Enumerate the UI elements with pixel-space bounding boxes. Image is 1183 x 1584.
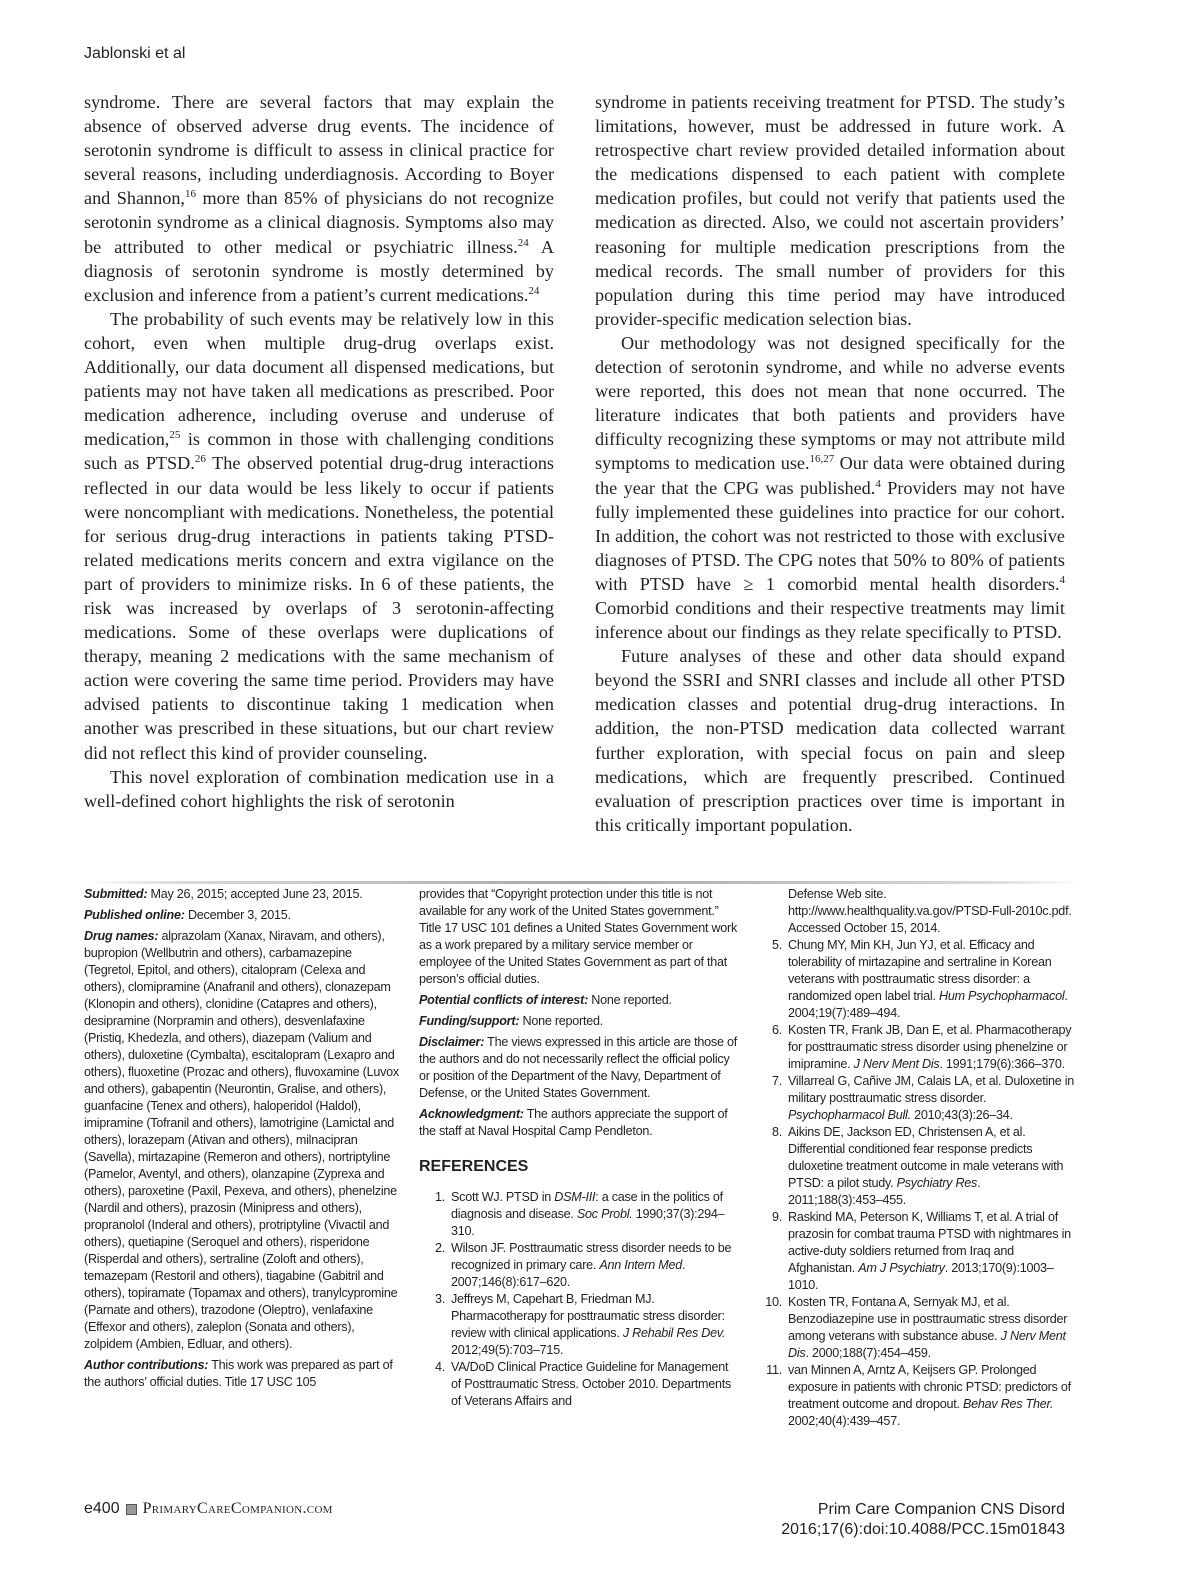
reference-number: 8. xyxy=(771,1125,782,1139)
citation-superscript: 24 xyxy=(517,236,529,249)
citation-doi: 2016;17(6):doi:10.4088/PCC.15m01843 xyxy=(781,1521,1065,1538)
reference-list-part-1 xyxy=(419,1189,739,1410)
reference-item xyxy=(756,1294,1076,1362)
reference-text: Wilson JF. Posttraumatic stress disorder needs to be recognized in primary care. Ann Intern Med. 2007;146(8):617–620. xyxy=(451,1241,732,1289)
reference-number: 4. xyxy=(434,1360,445,1374)
funding-note: Funding/support: None reported. xyxy=(419,1014,603,1028)
reference-item xyxy=(419,1291,739,1359)
reference-number: 3. xyxy=(434,1292,445,1306)
reference-text: Raskind MA, Peterson K, Williams T, et al. A trial of prazosin for combat trauma PTSD with nightmares in active-duty soldiers returned from Iraq and Afghanistan. Am J Psychiatry. 2013;170(9):1003–1010. xyxy=(788,1210,1071,1292)
reference-number: 1. xyxy=(434,1190,445,1204)
notes-column-2 xyxy=(419,886,739,1410)
reference-number: 5. xyxy=(771,938,782,952)
published-note: Published online: December 3, 2015. xyxy=(84,908,291,922)
journal-name: Prim Care Companion CNS Disord xyxy=(817,1501,1065,1518)
reference-item xyxy=(756,1209,1076,1294)
references-heading: REFERENCES xyxy=(419,1158,529,1175)
reference-item xyxy=(419,1240,739,1291)
body-paragraph: syndrome in patients receiving treatment for PTSD. The study’s limitations, however, must be addressed in future work. A retrospective chart review provided detailed information about the medications dispensed to each patient with complete medication profiles, but could not verify that patients used the medication as directed. Also, we could not ascertain providers’ reasoning for multiple medication prescriptions from the medical records. The small number of providers for this population during this time period may have introduced provider-specific medication selection bias. xyxy=(595,92,1065,329)
reference-item xyxy=(756,1073,1076,1124)
reference-text: VA/DoD Clinical Practice Guideline for Management of Posttraumatic Stress. October 2010. Departments of Veterans Affairs and xyxy=(451,1360,732,1408)
reference-item xyxy=(419,1189,739,1240)
footer-left xyxy=(84,1500,333,1518)
body-column-left xyxy=(84,90,554,813)
body-paragraph: syndrome. There are several factors that may explain the absence of observed adverse drug events. The incidence of serotonin syndrome is difficult to assess in clinical practice for several reasons, including underdiagnosis. According to Boyer and Shannon,$^{16}$ more than 85% of physicians do not recognize serotonin syndrome as a clinical diagnosis. Symptoms also may be attributed to other medical or psychiatric illness.$^{24}$ A diagnosis of serotonin syndrome is mostly determined by exclusion and inference from a patient’s current medications.$^{24}$ xyxy=(84,92,555,305)
disclaimer-note: Disclaimer: The views expressed in this article are those of the authors and do not necessarily reflect the official policy or position of the Department of the Navy, Department of Defense, or the United States Government. xyxy=(419,1035,737,1100)
body-paragraph: Future analyses of these and other data should expand beyond the SSRI and SNRI classes and include all other PTSD medication classes and potential drug-drug interactions. In addition, the non-PTSD medication data collected warrant further exploration, with special focus on pain and sleep medications, which are frequently prescribed. Continued evaluation of prescription practices over time is important in this critically important population. xyxy=(595,646,1065,835)
reference-item xyxy=(756,1124,1076,1209)
body-paragraph: This novel exploration of combination medication use in a well-defined cohort highlights the risk of serotonin xyxy=(84,766,554,811)
reference-number: 10. xyxy=(765,1295,782,1309)
citation-superscript: 4 xyxy=(875,477,881,490)
journal-website-link[interactable]: PrimaryCareCompanion.com xyxy=(142,1500,333,1517)
reference-text: Scott WJ. PTSD in DSM-III: a case in the politics of diagnosis and disease. Soc Probl. 1990;37(3):294–310. xyxy=(451,1190,725,1238)
drug-names-note: Drug names: alprazolam (Xanax, Niravam, and others), bupropion (Wellbutrin and others), carbamazepine (Tegretol, Epitol, and others), citalopram (Celexa and others), clomipramine (Anafranil and others), clonazepam (Klonopin and others), clonidine (Catapres and others), desipramine (Norpramin and others), desvenlafaxine (Pristiq, Khedezla, and others), diazepam (Valium and others), duloxetine (Cymbalta), escitalopram (Lexapro and others), fluoxetine (Prozac and others), fluvoxamine (Luvox and others), gabapentin (Neurontin, Gralise, and others), guanfacine (Tenex and others), haloperidol (Haldol), imipramine (Tofranil and others), lamotrigine (Lamictal and others), lorazepam (Ativan and others), milnacipran (Savella), mirtazapine (Remeron and others), nortriptyline (Pamelor, Aventyl, and others), olanzapine (Zyprexa and others), paroxetine (Paxil, Pexeva, and others), phenelzine (Nardil and others), prazosin (Minipress and others), propranolol (Inderal and others), protriptyline (Vivactil and others), quetiapine (Seroquel and others), risperidone (Risperdal and others), sertraline (Zoloft and others), temazepam (Restoril and others), tiagabine (Gabitril and others), topiramate (Topamax and others), tranylcypromine (Parnate and others), trazodone (Oleptro), venlafaxine (Effexor and others), zaleplon (Sonata and others), zolpidem (Ambien, Edluar, and others). xyxy=(84,929,399,1351)
page-number: e400 xyxy=(84,1500,120,1517)
reference-text: Chung MY, Min KH, Jun YJ, et al. Efficacy and tolerability of mirtazapine and sertraline in Korean veterans with posttraumatic stress disorder: a randomized open label trial. Hum Psychopharmacol. 2004;19(7):489–494. xyxy=(788,938,1068,1020)
citation-superscript: 26 xyxy=(194,453,206,466)
running-head: Jablonski et al xyxy=(84,45,186,62)
reference-4-continued: Defense Web site. http://www.healthquality.va.gov/PTSD-Full-2010c.pdf. Accessed October 15, 2014. xyxy=(788,887,1072,935)
reference-list-part-2 xyxy=(756,937,1076,1430)
reference-item xyxy=(756,937,1076,1022)
reference-item xyxy=(756,1362,1076,1430)
reference-number: 11. xyxy=(766,1363,782,1377)
body-paragraph: Our methodology was not designed specifically for the detection of serotonin syndrome, and while no adverse events were reported, this does not mean that none occurred. The literature indicates that both patients and providers have difficulty recognizing these symptoms or may not attribute mild symptoms to medication use.$^{16,27}$ Our data were obtained during the year that the CPG was published.$^4$ Providers may not have fully implemented these guidelines into practice for our cohort. In addition, the cohort was not restricted to those with exclusive diagnoses of PTSD. The CPG notes that 50% to 80% of patients with PTSD have ≥ 1 comorbid mental health disorders.$^4$ Comorbid conditions and their respective treatments may limit inference about our findings as they relate specifically to PTSD. xyxy=(595,332,1065,643)
reference-text: van Minnen A, Arntz A, Keijsers GP. Prolonged exposure in patients with chronic PTSD: predictors of treatment outcome and dropout. Behav Res Ther. 2002;40(4):439–457. xyxy=(788,1363,1071,1428)
reference-number: 2. xyxy=(434,1241,445,1255)
reference-text: Aikins DE, Jackson ED, Christensen A, et al. Differential conditioned fear response predicts duloxetine treatment outcome in male veterans with PTSD: a pilot study. Psychiatry Res. 2011;188(3):453–455. xyxy=(788,1125,1064,1207)
citation-superscript: 24 xyxy=(528,284,540,297)
reference-text: Kosten TR, Fontana A, Sernyak MJ, et al. Benzodiazepine use in posttraumatic stress disorder among veterans with substance abuse. J Nerv Ment Dis. 2000;188(7):454–459. xyxy=(788,1295,1068,1360)
reference-item xyxy=(419,1359,739,1410)
section-divider xyxy=(84,881,1084,884)
body-column-right xyxy=(595,90,1065,837)
reference-number: 7. xyxy=(771,1074,782,1088)
body-paragraph: The probability of such events may be relatively low in this cohort, even when multiple drug-drug overlaps exist. Additionally, our data document all dispensed medications, but patients may not have taken all medications as prescribed. Poor medication adherence, including overuse and underuse of medication,$^{25}$ is common in those with challenging conditions such as PTSD.$^{26}$ The observed potential drug-drug interactions reflected in our data would be less likely to occur if patients were noncompliant with medications. Nonetheless, the potential for serious drug-drug interactions in patients taking PTSD-related medications merits concern and extra vigilance on the part of providers to minimize risks. In 6 of these patients, the risk was increased by overlaps of 3 serotonin-affecting medications. Some of these overlaps were duplications of therapy, meaning 2 medications with the same mechanism of action were covering the same time period. Providers may have advised patients to discontinue taking 1 medication when another was prescribed in these situations, but our chart review did not reflect this kind of provider counseling. xyxy=(84,308,554,763)
reference-text: Jeffreys M, Capehart B, Friedman MJ. Pharmacotherapy for posttraumatic stress disorder: review with clinical applications. J Rehabil Res Dev. 2012;49(5):703–715. xyxy=(451,1292,726,1357)
reference-text: Kosten TR, Frank JB, Dan E, et al. Pharmacotherapy for posttraumatic stress disorder using phenelzine or imipramine. J Nerv Ment Dis. 1991;179(6):366–370. xyxy=(788,1023,1072,1071)
reference-item xyxy=(756,1022,1076,1073)
citation-superscript: 25 xyxy=(169,429,181,442)
conflicts-note: Potential conflicts of interest: None reported. xyxy=(419,993,672,1007)
submitted-note: Submitted: May 26, 2015; accepted June 23, 2015. xyxy=(84,887,363,901)
citation-superscript: 16,27 xyxy=(809,453,835,466)
reference-number: 6. xyxy=(771,1023,782,1037)
footer-right xyxy=(781,1500,1065,1540)
citation-superscript: 4 xyxy=(1059,573,1065,586)
notes-column-3 xyxy=(756,886,1076,1430)
square-bullet-icon xyxy=(126,1504,137,1515)
notes-column-1 xyxy=(84,886,402,1395)
reference-number: 9. xyxy=(771,1210,782,1224)
author-contributions-note: Author contributions: This work was prepared as part of the authors’ official duties. Title 17 USC 105 xyxy=(84,1358,393,1389)
author-contributions-continued: provides that “Copyright protection under this title is not available for any work of the United States government.” Title 17 USC 101 defines a United States Government work as a work prepared by a military service member or employee of the United States Government as part of that person’s official duties. xyxy=(419,887,738,986)
citation-superscript: 16 xyxy=(184,188,196,201)
acknowledgment-note: Acknowledgment: The authors appreciate the support of the staff at Naval Hospital Camp Pendleton. xyxy=(419,1107,728,1138)
reference-text: Villarreal G, Cañive JM, Calais LA, et al. Duloxetine in military posttraumatic stress disorder. Psychopharmacol Bull. 2010;43(3):26–34. xyxy=(788,1074,1075,1122)
